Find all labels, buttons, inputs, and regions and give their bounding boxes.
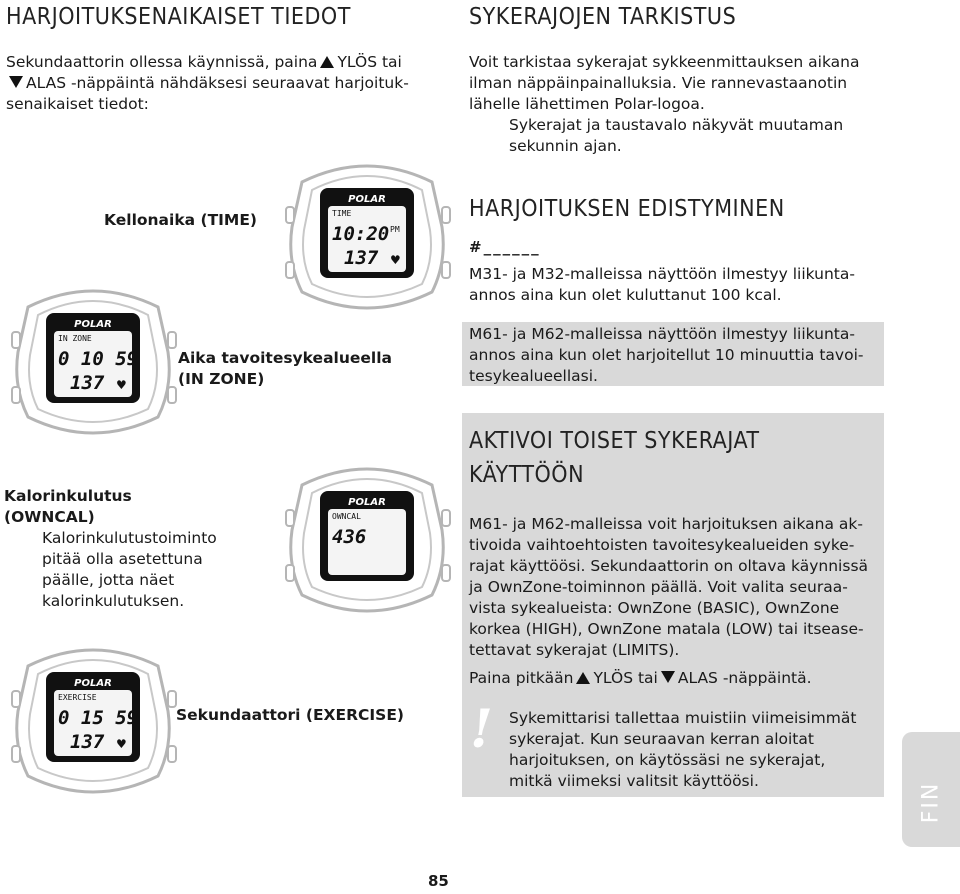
watch-heart-rate: 137 xyxy=(70,372,105,394)
watch-part: ♥ xyxy=(390,253,401,267)
check-text: Voit tarkistaa sykerajat sykkeenmittauksen aikana ilman näppäinpainalluksia. Vie rannevastaanotin lähelle lähettimen Polar-logoa. Sykerajat ja taustavalo näkyvät muutaman sekunnin ajan. xyxy=(469,53,860,155)
section-title-progress: HARJOITUKSEN EDISTYMINEN xyxy=(469,196,785,222)
progress-symbol: #______ xyxy=(469,238,541,256)
watch-part xyxy=(442,565,450,581)
watch-main-readout: 0 15 59 xyxy=(58,707,139,729)
watch-main-readout: 436 xyxy=(332,526,367,548)
watch-mode-label: EXERCISE xyxy=(58,693,97,702)
watch-part xyxy=(12,332,20,348)
watch-part xyxy=(12,691,20,707)
watch-time xyxy=(282,152,452,322)
watch-main-readout: 0 10 59 xyxy=(58,348,139,370)
watch-brand-logo: POLAR xyxy=(348,497,386,508)
watch-part xyxy=(168,387,176,403)
label-in-zone: Aika tavoitesykealueella (IN ZONE) xyxy=(178,349,392,388)
watch-part xyxy=(286,262,294,278)
up-arrow-icon xyxy=(576,672,590,684)
press-instruction: Paina pitkään YLÖS tai ALAS -näppäintä. xyxy=(469,669,812,687)
watch-part xyxy=(286,565,294,581)
watch-part: ♥ xyxy=(116,737,127,751)
down-arrow-icon xyxy=(661,671,675,683)
note-exclamation-icon: ! xyxy=(470,699,493,760)
watch-mode-label: IN ZONE xyxy=(58,334,92,343)
page-number: 85 xyxy=(428,872,449,890)
watch-mode-label: OWNCAL xyxy=(332,512,361,521)
watch-part xyxy=(442,510,450,526)
watch-owncal xyxy=(282,455,452,625)
watch-part xyxy=(286,510,294,526)
watch-part xyxy=(168,691,176,707)
language-tab xyxy=(902,732,960,847)
watch-part xyxy=(168,332,176,348)
intro-text: Sekundaattorin ollessa käynnissä, paina YLÖS tai ALAS -näppäintä nähdäksesi seuraavat harjoituk- senaikaiset tiedot: xyxy=(6,53,409,113)
watch-part xyxy=(12,746,20,762)
watch-exercise xyxy=(8,636,178,806)
watch-main-readout: 10:20 xyxy=(332,223,390,245)
watch-part xyxy=(286,207,294,223)
watch-ampm: PM xyxy=(390,225,400,234)
watch-brand-logo: POLAR xyxy=(74,319,112,330)
watch-in-zone xyxy=(8,277,178,447)
watch-part xyxy=(442,262,450,278)
section-title-check-limits: SYKERAJOJEN TARKISTUS xyxy=(469,4,737,30)
watch-brand-logo: POLAR xyxy=(74,678,112,689)
watch-part xyxy=(168,746,176,762)
progress-text-m31: M31- ja M32-malleissa näyttöön ilmestyy liikunta- annos aina kun olet kuluttanut 100 kcal. xyxy=(469,265,855,304)
section-title-activate: AKTIVOI TOISET SYKERAJAT KÄYTTÖÖN xyxy=(469,428,760,488)
down-arrow-icon xyxy=(9,76,23,88)
watch-brand-logo: POLAR xyxy=(348,194,386,205)
watch-heart-rate: 137 xyxy=(70,731,105,753)
note-text: Sykemittarisi tallettaa muistiin viimeisimmät sykerajat. Kun seuraavan kerran aloitat harjoituksen, on käytössäsi ne sykerajat, mitkä viimeksi valitsit käyttöösi. xyxy=(509,709,857,790)
up-arrow-icon xyxy=(320,56,334,68)
watch-part xyxy=(12,387,20,403)
section-title-training-data: HARJOITUKSENAIKAISET TIEDOT xyxy=(6,4,351,30)
watch-mode-label: TIME xyxy=(332,209,352,218)
watch-part: ♥ xyxy=(116,378,127,392)
watch-part xyxy=(442,207,450,223)
activate-text: M61- ja M62-malleissa voit harjoituksen aikana ak- tivoida vaihtoehtoisten tavoitesykealueiden syke- rajat käyttöösi. Sekundaattorin on oltava käynnissä ja OwnZone-toiminnon päällä. Voit valita seuraa- vista sykealueista: OwnZone (BASIC), OwnZone korkea (HIGH), OwnZone matala (LOW) tai itsease- tettavat sykerajat (LIMITS). xyxy=(469,515,869,659)
language-tab-label: FIN xyxy=(918,781,944,824)
label-owncal: Kalorinkulutus (OWNCAL) Kalorinkulutustoiminto pitää olla asetettuna päälle, jotta näet kalorinkulutuksen. xyxy=(4,487,217,610)
progress-text-m61: M61- ja M62-malleissa näyttöön ilmestyy liikunta- annos aina kun olet harjoitellut 10 minuuttia tavoi- tesykealueellasi. xyxy=(469,325,864,385)
label-exercise: Sekundaattori (EXERCISE) xyxy=(176,706,405,724)
label-time: Kellonaika (TIME) xyxy=(104,211,258,229)
watch-heart-rate: 137 xyxy=(344,247,379,269)
